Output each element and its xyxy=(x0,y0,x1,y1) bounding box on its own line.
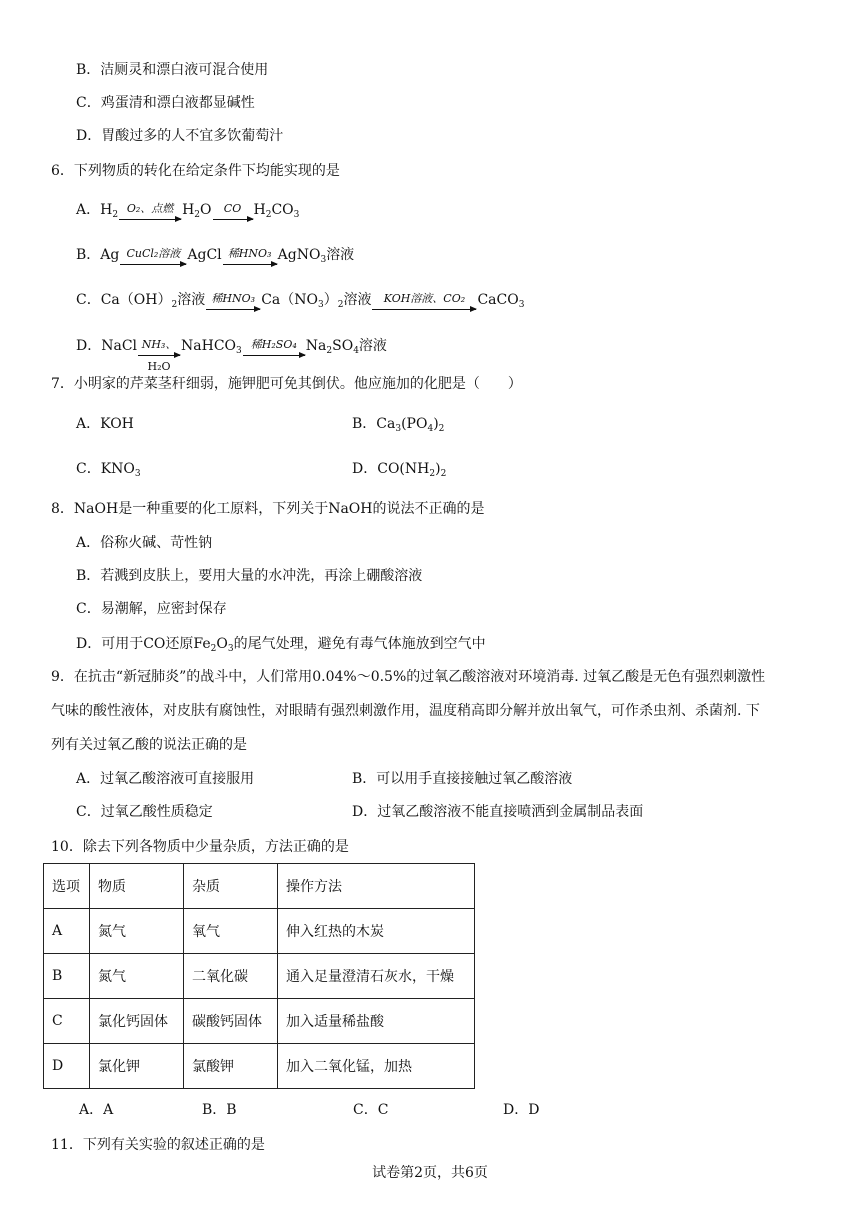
reaction-arrow: 稀HNO₃ xyxy=(223,248,277,270)
q9-option-c: C．过氧乙酸性质稳定 xyxy=(76,804,213,820)
q8-option-d: D．可用于CO还原$Fe_2O_3$的尾气处理，避免有毒气体施放到空气中 xyxy=(76,636,486,654)
table-row xyxy=(44,909,475,954)
reaction-arrow: 稀HNO₃ xyxy=(206,293,260,315)
q6-stem: 6．下列物质的转化在给定条件下均能实现的是 xyxy=(51,163,340,179)
table-cell: 氯酸钾 xyxy=(184,1044,278,1089)
table-cell: 氮气 xyxy=(90,954,184,999)
table-cell: C xyxy=(44,999,90,1044)
q8-option-a: A．俗称火碱、苛性钠 xyxy=(76,535,213,551)
q7-option-b: B．$Ca_3(PO_4)_2$ xyxy=(352,416,445,434)
table-row xyxy=(44,954,475,999)
table-row xyxy=(44,999,475,1044)
reaction-arrow: $\frac{\text{NH₃、}}{\text{H₂O}}$ xyxy=(138,339,180,361)
table-header-cell: 操作方法 xyxy=(278,864,475,909)
q5-option-c: C．鸡蛋清和漂白液都显碱性 xyxy=(76,95,255,111)
q8-option-b: B．若溅到皮肤上，要用大量的水冲洗，再涂上硼酸溶液 xyxy=(76,568,423,584)
q10-stem: 10．除去下列各物质中少量杂质，方法正确的是 xyxy=(51,839,349,855)
reaction-arrow: 稀H₂SO₄ xyxy=(243,339,305,361)
table-header-row xyxy=(44,864,475,909)
table-cell: D xyxy=(44,1044,90,1089)
reaction-arrow: CO xyxy=(213,203,253,225)
q10-option-c: C．C xyxy=(353,1102,389,1118)
impurity-table xyxy=(43,863,475,1089)
table-cell: 加入二氧化锰，加热 xyxy=(278,1044,475,1089)
page-footer: 试卷第2页，共6页 xyxy=(372,1165,488,1181)
q11-stem: 11．下列有关实验的叙述正确的是 xyxy=(51,1137,265,1153)
q6-option-c: C．$Ca(OH)_2$溶液 稀HNO₃ $Ca(NO_3)_2$溶液 KOH溶液、CO₂ CaCO$_3$ xyxy=(76,290,524,315)
table-cell: 二氧化碳 xyxy=(184,954,278,999)
q5-option-d: D．胃酸过多的人不宜多饮葡萄汁 xyxy=(76,128,284,144)
table-cell: 通入足量澄清石灰水，干燥 xyxy=(278,954,475,999)
q9-stem-line3: 列有关过氧乙酸的说法正确的是 xyxy=(51,737,247,753)
table-cell: A xyxy=(44,909,90,954)
table-cell: 碳酸钙固体 xyxy=(184,999,278,1044)
q7-option-a: A．KOH xyxy=(76,416,134,432)
q10-option-a: A．A xyxy=(79,1102,114,1118)
table-cell: 氯化钙固体 xyxy=(90,999,184,1044)
q6-option-b: B．Ag CuCl₂溶液 AgCl 稀HNO₃ AgNO$_3$溶液 xyxy=(76,245,354,270)
table-cell: 伸入红热的木炭 xyxy=(278,909,475,954)
table-cell: B xyxy=(44,954,90,999)
q6-option-a: A．$H_2$ O₂、点燃 $H_2O$ CO $H_2CO_3$ xyxy=(76,200,299,225)
table-header-cell: 物质 xyxy=(90,864,184,909)
q8-stem: 8．NaOH是一种重要的化工原料，下列关于NaOH的说法不正确的是 xyxy=(51,501,485,517)
table-header-cell: 杂质 xyxy=(184,864,278,909)
q9-option-a: A．过氧乙酸溶液可直接服用 xyxy=(76,771,255,787)
q10-option-b: B．B xyxy=(202,1102,237,1118)
q6-option-d: D．NaCl $\frac{\text{NH₃、}}{\text{H₂O}}$ NaHCO$_3$ 稀H₂SO₄ $Na_2SO_4$溶液 xyxy=(76,338,387,373)
q7-stem: 7．小明家的芹菜茎秆细弱，施钾肥可免其倒伏。他应施加的化肥是（ ） xyxy=(51,376,522,392)
table-cell: 氧气 xyxy=(184,909,278,954)
table-cell: 氯化钾 xyxy=(90,1044,184,1089)
q5-option-b: B．洁厕灵和漂白液可混合使用 xyxy=(76,62,269,78)
q10-option-d: D．D xyxy=(503,1102,540,1118)
reaction-arrow: KOH溶液、CO₂ xyxy=(372,293,476,315)
q8-option-c: C．易潮解，应密封保存 xyxy=(76,601,227,617)
q9-option-b: B．可以用手直接接触过氧乙酸溶液 xyxy=(352,771,573,787)
table-cell: 加入适量稀盐酸 xyxy=(278,999,475,1044)
q7-option-c: C．$KNO_3$ xyxy=(76,461,141,479)
reaction-arrow: CuCl₂溶液 xyxy=(120,248,186,270)
table-header-cell: 选项 xyxy=(44,864,90,909)
q7-option-d: D．$CO(NH_2)_2$ xyxy=(352,461,447,479)
q9-stem-line2: 气味的酸性液体，对皮肤有腐蚀性，对眼睛有强烈刺激作用，温度稍高即分解并放出氧气，可作杀虫剂、杀菌剂. 下 xyxy=(51,703,760,719)
q9-stem-line1: 9．在抗击“新冠肺炎”的战斗中，人们常用0.04%～0.5%的过氧乙酸溶液对环境消毒. 过氧乙酸是无色有强烈刺激性 xyxy=(51,669,766,685)
table-cell: 氮气 xyxy=(90,909,184,954)
reaction-arrow: O₂、点燃 xyxy=(119,203,181,225)
q9-option-d: D．过氧乙酸溶液不能直接喷洒到金属制品表面 xyxy=(352,804,644,820)
table-row xyxy=(44,1044,475,1089)
